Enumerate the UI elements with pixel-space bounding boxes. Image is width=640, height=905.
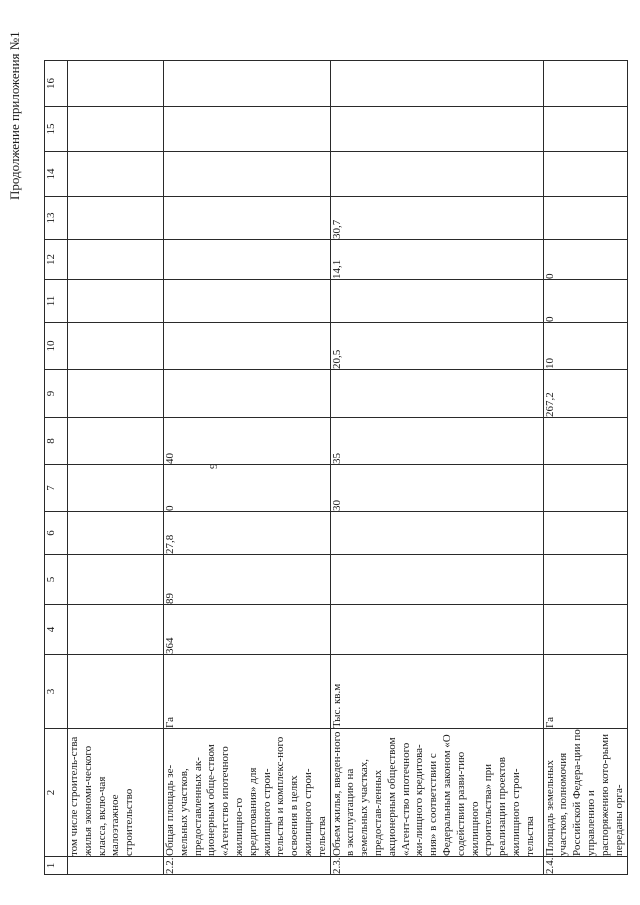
value-cell (68, 605, 164, 655)
value-cell: 89 (164, 555, 331, 605)
unit-cell: Тыс. кв.м (330, 655, 543, 729)
value-cell: 20,5 (330, 323, 543, 370)
header-row (45, 61, 68, 875)
column-header: 11 (45, 280, 68, 323)
value-cell (164, 240, 331, 280)
column-header: 12 (45, 240, 68, 280)
value-cell (330, 370, 543, 418)
row-number: 2.2. (164, 857, 331, 875)
value-cell: 14,1 (330, 240, 543, 280)
table-row (543, 61, 627, 875)
value-cell: 10 (543, 323, 627, 370)
column-header: 16 (45, 61, 68, 107)
value-cell (164, 323, 331, 370)
value-cell (68, 512, 164, 555)
row-number: 2.3. (330, 857, 543, 875)
value-cell: 0 (543, 240, 627, 280)
value-cell: 0 (164, 465, 331, 512)
column-header: 9 (45, 370, 68, 418)
column-header: 6 (45, 512, 68, 555)
indicator-name: Площадь земельных участков, полномочия Российской Федера-ции по управлению и распоряжению кото-рыми переданы орга- (543, 729, 627, 857)
column-header: 7 (45, 465, 68, 512)
column-header: 13 (45, 197, 68, 240)
value-cell: 364 (164, 605, 331, 655)
value-cell (543, 512, 627, 555)
value-cell (164, 280, 331, 323)
value-cell (543, 197, 627, 240)
indicator-name: Объем жилья, введен-ного в эксплуатацию на земельных участках, предостав-ленных акционерным обществом «Агент-ство ипотечного жи-лищного кредитова-ния» в соответствии с Федеральным законом «О содействии разви-тию жилищного строительства» при реализации проектов жилищного строи-тельства (330, 729, 543, 857)
value-cell (330, 605, 543, 655)
table-row (68, 61, 164, 875)
value-cell (68, 240, 164, 280)
row-number: 2.4. (543, 857, 627, 875)
value-cell (68, 197, 164, 240)
unit-cell (68, 655, 164, 729)
value-cell (543, 418, 627, 465)
value-cell (543, 107, 627, 152)
indicator-name: том числе строитель-ства жилья экономи-ческого класса, вклю-чая малоэтажное строительство (68, 729, 164, 857)
value-cell (164, 197, 331, 240)
value-cell (68, 418, 164, 465)
value-cell: 267,2 (543, 370, 627, 418)
value-cell (68, 465, 164, 512)
value-cell: 40 (164, 418, 331, 465)
value-cell (68, 370, 164, 418)
value-cell (164, 107, 331, 152)
value-cell (68, 323, 164, 370)
value-cell (68, 555, 164, 605)
value-cell (330, 152, 543, 197)
indicator-name: Общая площадь зе-мельных участков, предоставленных ак-ционерным обще-ством «Агентство ипотечного жилищно-го кредитования» для жилищного строи-тельства и комплекс-ного освоения в целях жилищного строи-тельства (164, 729, 331, 857)
column-header: 5 (45, 555, 68, 605)
value-cell: 30 (330, 465, 543, 512)
unit-cell: Га (543, 655, 627, 729)
value-cell (543, 555, 627, 605)
column-header: 10 (45, 323, 68, 370)
value-cell: 27,8 (164, 512, 331, 555)
value-cell (330, 280, 543, 323)
value-cell (330, 555, 543, 605)
value-cell (164, 152, 331, 197)
page-number: 9 (208, 463, 220, 469)
row-number (68, 857, 164, 875)
value-cell (330, 107, 543, 152)
value-cell (330, 61, 543, 107)
value-cell (543, 61, 627, 107)
column-header: 8 (45, 418, 68, 465)
table-row (164, 61, 331, 875)
column-header: 4 (45, 605, 68, 655)
value-cell: 0 (543, 280, 627, 323)
value-cell (543, 465, 627, 512)
value-cell (330, 512, 543, 555)
column-header: 15 (45, 107, 68, 152)
unit-cell: Га (164, 655, 331, 729)
value-cell (164, 370, 331, 418)
data-table (44, 60, 628, 875)
column-header: 14 (45, 152, 68, 197)
value-cell (68, 61, 164, 107)
value-cell (543, 152, 627, 197)
value-cell (68, 107, 164, 152)
value-cell (164, 61, 331, 107)
column-header: 1 (45, 857, 68, 875)
column-header: 2 (45, 729, 68, 857)
continuation-caption: Продолжение приложения №1 (7, 31, 22, 200)
value-cell (68, 280, 164, 323)
value-cell: 35 (330, 418, 543, 465)
table-row (330, 61, 543, 875)
value-cell (543, 605, 627, 655)
value-cell (68, 152, 164, 197)
value-cell: 30,7 (330, 197, 543, 240)
column-header: 3 (45, 655, 68, 729)
